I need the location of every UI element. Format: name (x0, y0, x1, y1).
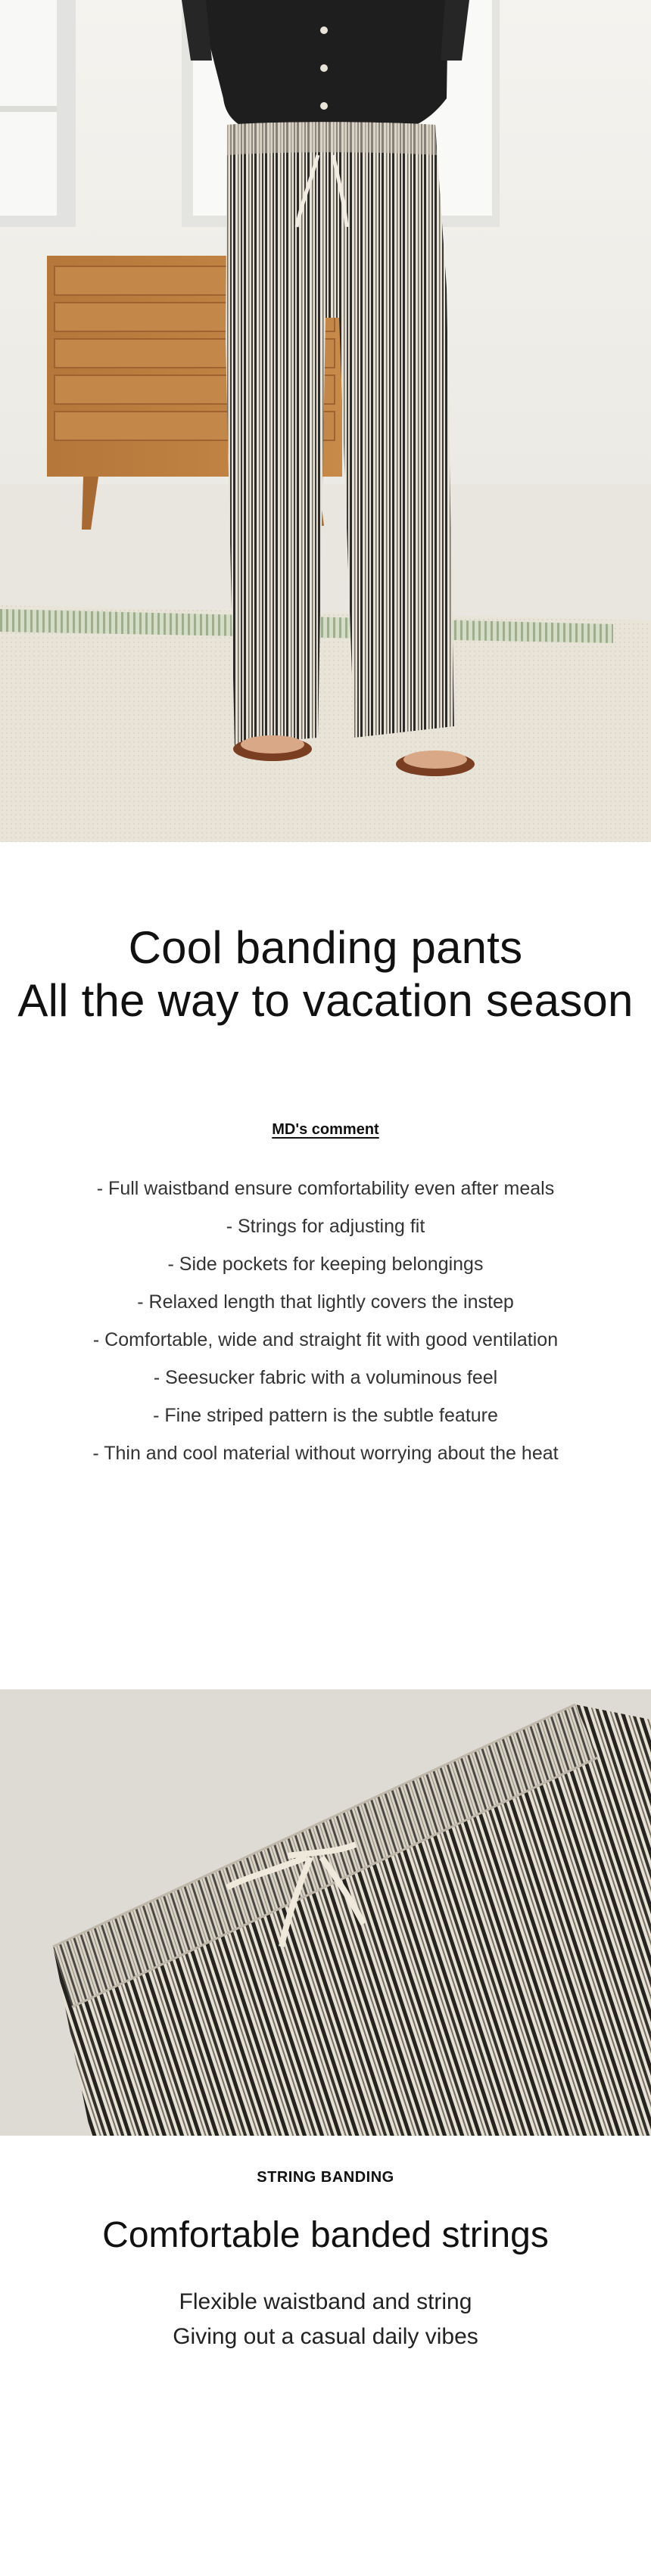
list-item: - Comfortable, wide and straight fit with good ventilation (92, 1329, 559, 1350)
md-comment-title: MD's comment (272, 1121, 379, 1138)
feature-desc-line-1: Flexible waistband and string (179, 2289, 472, 2314)
waistband-detail-photo (0, 1689, 651, 2136)
feature-tag: STRING BANDING (257, 2169, 394, 2186)
md-comment-heading (0, 1121, 651, 1139)
feature-description (0, 2285, 651, 2354)
feature-desc-line-2: Giving out a casual daily vibes (173, 2324, 478, 2349)
list-item: - Seesucker fabric with a voluminous feel (153, 1367, 498, 1388)
list-item: - Thin and cool material without worrying about the heat (92, 1443, 559, 1464)
headline (0, 921, 651, 1027)
list-item: - Strings for adjusting fit (226, 1216, 425, 1237)
headline-line-2: All the way to vacation season (17, 975, 634, 1026)
list-item: - Relaxed length that lightly covers the instep (137, 1291, 514, 1313)
headline-line-1: Cool banding pants (128, 922, 523, 973)
list-item: - Fine striped pattern is the subtle feature (153, 1405, 498, 1426)
md-comment-list (0, 1170, 651, 1472)
list-item: - Full waistband ensure comfortability even after meals (96, 1178, 555, 1199)
feature-title: Comfortable banded strings (102, 2215, 549, 2255)
hero-product-photo (0, 0, 651, 842)
list-item: - Side pockets for keeping belongings (167, 1254, 484, 1275)
